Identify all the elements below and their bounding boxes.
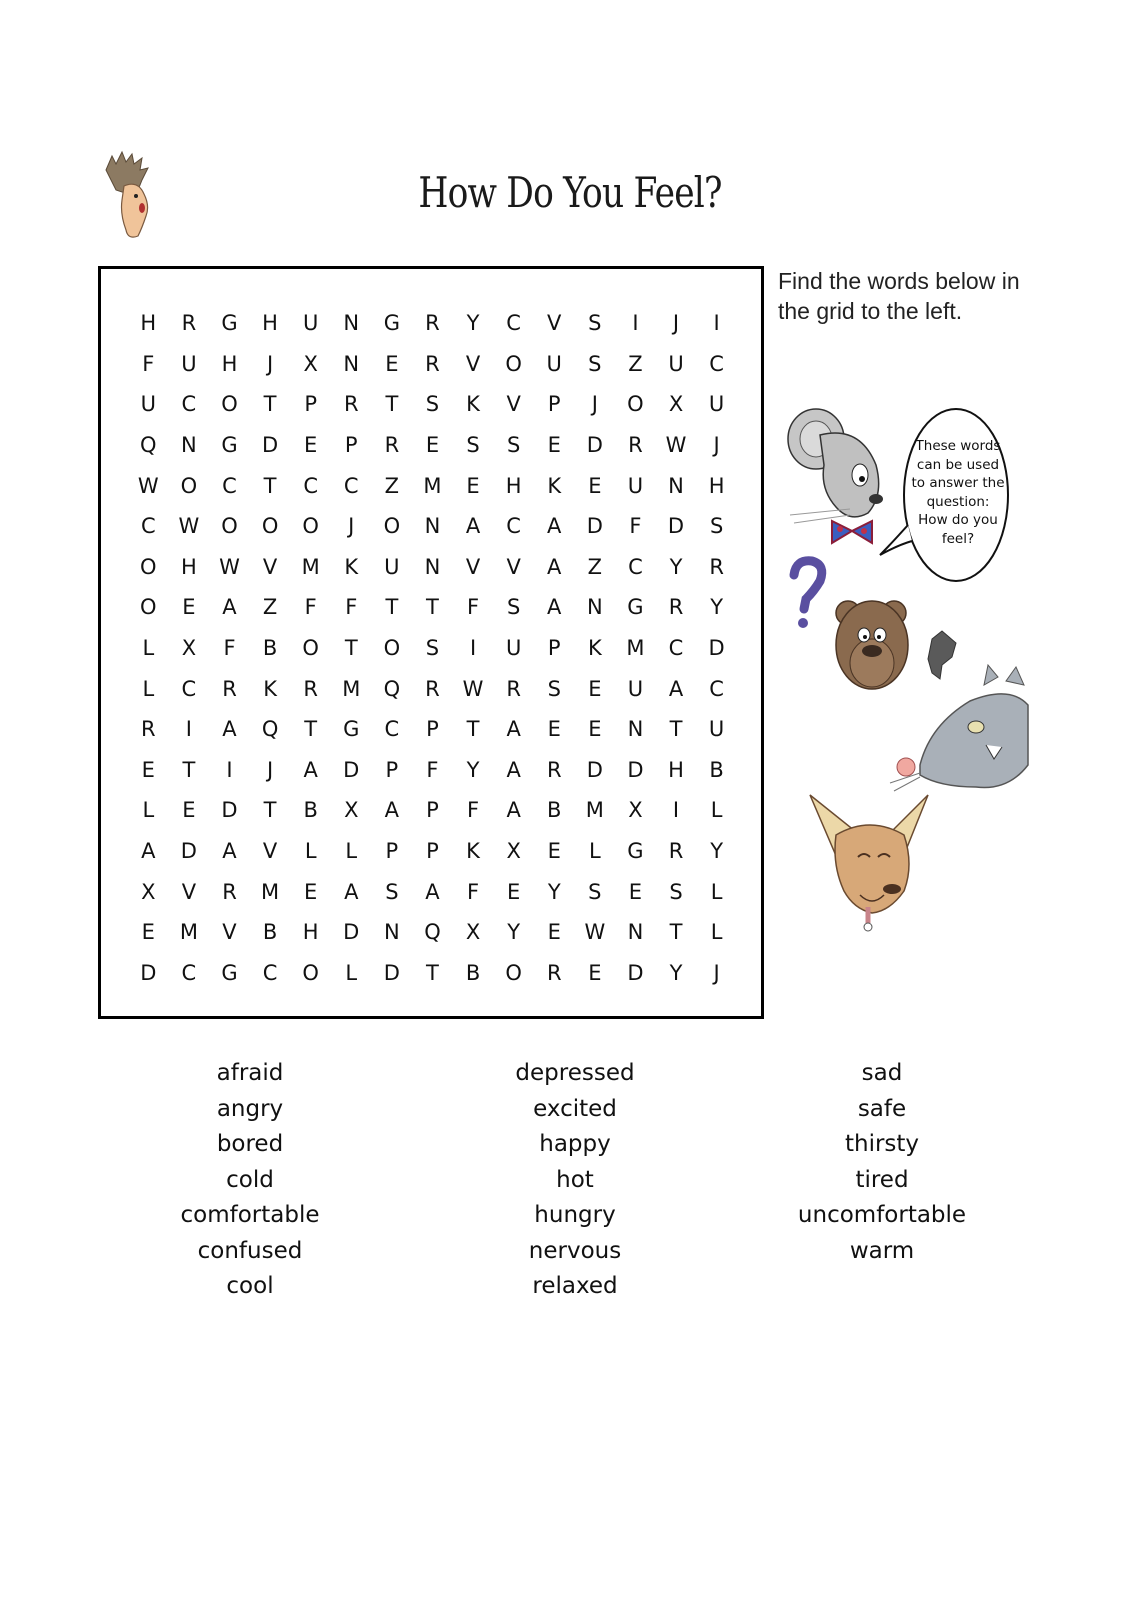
grid-cell[interactable]: Z [262,595,278,620]
grid-cell[interactable]: J [266,757,274,782]
grid-cell[interactable]: N [424,554,441,579]
grid-cell[interactable]: S [669,879,683,904]
grid-cell[interactable]: Y [547,879,561,904]
grid-cell[interactable]: L [345,839,358,864]
grid-cell[interactable]: U [627,473,644,498]
grid-cell[interactable]: A [303,757,318,782]
grid-cell[interactable]: C [303,473,318,498]
grid-cell[interactable]: Z [587,554,603,579]
grid-cell[interactable]: E [385,351,399,376]
word-item: angry [216,1095,284,1122]
grid-cell[interactable]: E [588,960,602,985]
grid-cell[interactable]: W [462,676,484,701]
grid-cell[interactable]: C [181,676,197,701]
word-item: confused [197,1237,303,1264]
grid-cell[interactable]: T [385,392,399,417]
grid-cell[interactable]: D [140,960,157,985]
grid-cell[interactable]: O [140,554,157,579]
grid-cell[interactable]: T [263,798,277,823]
word-search-grid [98,266,764,1019]
grid-cell[interactable]: Y [710,595,724,620]
grid-cell[interactable]: H [140,311,157,336]
grid-cell[interactable]: S [709,514,724,539]
grid-cell[interactable]: Z [384,473,400,498]
grid-cell[interactable]: U [140,392,156,417]
grid-cell[interactable]: T [304,717,318,742]
grid-cell[interactable]: A [222,839,237,864]
grid-cell[interactable]: C [668,636,684,661]
happy-dog-icon [810,795,928,931]
grid-cell[interactable]: O [383,514,401,539]
grid-cell[interactable]: P [304,392,317,417]
grid-cell[interactable]: C [262,960,278,985]
grid-cell[interactable]: M [626,636,645,661]
grid-cell[interactable]: O [221,514,238,539]
grid-cell[interactable]: N [384,920,400,945]
word-item: excited [533,1095,617,1122]
grid-cell[interactable]: R [506,676,521,701]
word-list-column-1 [120,1056,380,1305]
grid-cell[interactable]: O [261,514,279,539]
grid-cell[interactable]: G [221,960,238,985]
bear-head-icon [836,601,908,689]
grid-cell[interactable]: E [425,433,440,458]
grid-cell[interactable]: K [344,554,359,579]
grid-cell[interactable]: B [262,920,278,945]
grid-cell[interactable]: B [547,798,562,823]
grid-cell[interactable]: O [505,351,522,376]
word-item: happy [539,1131,611,1157]
grid-cell[interactable]: Z [628,351,643,376]
grid-cell[interactable]: T [344,636,358,661]
word-item: cold [226,1166,274,1193]
grid-cell[interactable]: C [506,514,521,539]
instructions-text: Find the words below in the grid to the left. [778,268,1020,324]
grid-cell[interactable]: I [632,311,639,336]
grid-cell[interactable]: E [466,473,480,498]
grid-cell[interactable]: H [505,473,522,498]
grid-cell[interactable]: E [507,879,521,904]
grid-cell[interactable]: V [222,920,237,945]
grid-cell[interactable]: D [708,636,725,661]
grid-cell[interactable]: W [584,920,606,945]
grid-cell[interactable]: P [344,433,358,458]
grid-cell[interactable]: K [587,636,602,661]
grid-cell[interactable]: F [304,595,317,620]
illustrations [780,395,1030,935]
grid-cell[interactable]: M [301,554,320,579]
grid-cell[interactable]: G [221,311,238,336]
grid-cell[interactable]: U [181,351,197,376]
grid-cell[interactable]: F [345,595,358,620]
grid-cell[interactable]: K [547,473,562,498]
grid-cell[interactable]: R [181,311,197,336]
grid-cell[interactable]: P [547,392,561,417]
grid-cell[interactable]: Q [140,433,157,458]
grid-cell[interactable]: O [302,960,319,985]
grid-cell[interactable]: A [506,717,521,742]
grid-cell[interactable]: D [586,514,603,539]
word-item: sad [861,1060,903,1086]
grid-cell[interactable]: V [465,351,481,376]
grid-cell[interactable]: X [506,839,521,864]
grid-cell[interactable]: B [465,960,481,985]
grid-cell[interactable]: F [223,636,236,661]
grid-cell[interactable]: O [140,595,157,620]
grid-cell[interactable]: E [588,473,602,498]
grid-cell[interactable]: T [385,595,399,620]
grid-cell[interactable]: F [467,595,480,620]
grid-cell[interactable]: J [672,311,680,336]
grid-cell[interactable]: H [180,554,197,579]
word-item: cool [226,1273,274,1299]
grid-cell[interactable]: W [137,473,159,498]
word-item: safe [857,1095,907,1122]
angry-rat-icon [890,665,1028,791]
grid-cell[interactable]: C [343,473,359,498]
grid-cell[interactable]: F [142,351,155,376]
grid-cell[interactable]: M [423,473,442,498]
grid-cell[interactable]: E [182,595,196,620]
grid-cell[interactable]: H [262,311,278,336]
grid-cell[interactable]: A [344,879,359,904]
grid-cell[interactable]: W [178,514,200,539]
grid-cell[interactable]: C [506,311,521,336]
grid-cell[interactable]: E [182,798,196,823]
grid-cell[interactable]: J [266,351,274,376]
grid-cell[interactable]: P [426,798,439,823]
grid-cell[interactable]: A [384,798,400,823]
grid-cell[interactable]: Y [669,554,683,579]
grid-cell[interactable]: T [426,595,439,620]
grid-cell[interactable]: V [547,311,562,336]
grid-cell[interactable]: A [465,514,481,539]
grid-cell[interactable]: A [222,595,237,620]
grid-cell[interactable]: K [466,839,480,864]
grid-cell[interactable]: C [709,676,724,701]
grid-cell[interactable]: A [668,676,684,701]
grid-cell[interactable]: D [180,839,197,864]
grid-cell[interactable]: M [261,879,280,904]
grid-cell[interactable]: G [627,839,644,864]
word-item: bored [216,1131,284,1157]
grid-cell[interactable]: P [547,636,561,661]
grid-cell[interactable]: D [221,798,238,823]
grid-cell[interactable]: X [141,879,156,904]
grid-cell[interactable]: P [426,839,439,864]
grid-cell[interactable]: R [709,554,724,579]
grid-cell[interactable]: T [263,473,277,498]
grid-cell[interactable]: Y [710,839,724,864]
grid-cell[interactable]: R [628,433,643,458]
grid-cell[interactable]: I [185,717,192,742]
grid-cell[interactable]: W [665,433,687,458]
grid-cell[interactable]: D [667,514,685,539]
grid-cell[interactable]: X [668,392,684,417]
grid-cell[interactable]: D [343,757,360,782]
grid-cell[interactable]: X [181,636,197,661]
grid-cell[interactable]: D [627,960,644,985]
grid-cell[interactable]: N [627,717,644,742]
smoke-puff-icon [928,631,956,679]
grid-cell[interactable]: S [506,433,521,458]
grid-cell[interactable]: J [348,514,355,539]
word-item: nervous [528,1237,622,1264]
grid-cell[interactable]: Y [466,311,480,336]
grid-cell[interactable]: L [710,798,723,823]
grid-cell[interactable]: R [303,676,318,701]
grid-cell[interactable]: I [672,798,680,823]
grid-cell[interactable]: M [342,676,361,701]
grid-cell[interactable]: Y [507,920,521,945]
grid-cell[interactable]: V [506,392,521,417]
grid-cell[interactable]: W [219,554,240,579]
grid-cell[interactable]: Y [669,960,683,985]
grid-cell[interactable]: N [181,433,197,458]
grid-cell[interactable]: C [181,392,197,417]
grid-cell[interactable]: A [506,757,521,782]
word-item: thirsty [844,1131,920,1157]
grid-cell[interactable]: L [142,676,155,701]
grid-cell[interactable]: V [262,554,278,579]
grid-cell[interactable]: E [547,920,561,945]
word-item: tired [855,1166,909,1193]
word-list-column-2 [445,1056,705,1305]
grid-cell[interactable]: N [586,595,603,620]
grid-cell[interactable]: E [547,717,561,742]
grid-cell[interactable]: E [628,879,643,904]
grid-cell[interactable]: D [261,433,279,458]
grid-cell[interactable]: E [304,879,318,904]
grid-cell[interactable]: U [627,676,644,701]
word-item: uncomfortable [797,1202,967,1228]
grid-letters [128,303,737,993]
grid-cell[interactable]: T [466,717,480,742]
grid-cell[interactable]: R [222,879,237,904]
grid-cell[interactable]: C [709,351,724,376]
grid-cell[interactable]: Q [424,920,441,945]
grid-cell[interactable]: C [140,514,156,539]
grid-cell[interactable]: G [383,311,400,336]
grid-cell[interactable]: O [302,636,319,661]
grid-cell[interactable]: L [710,920,723,945]
grid-cell[interactable]: H [708,473,725,498]
grid-cell[interactable]: L [304,839,317,864]
grid-cell[interactable]: A [425,879,440,904]
grid-cell[interactable]: X [628,798,643,823]
grid-cell[interactable]: S [385,879,399,904]
grid-cell[interactable]: P [426,717,439,742]
grid-cell[interactable]: L [142,798,155,823]
grid-cell[interactable]: I [713,311,720,336]
grid-cell[interactable]: V [181,879,197,904]
grid-cell[interactable]: U [708,717,725,742]
grid-cell[interactable]: X [344,798,359,823]
grid-cell[interactable]: Y [466,757,480,782]
grid-cell[interactable]: R [425,676,440,701]
mouse-with-bowtie-icon [788,409,883,543]
grid-cell[interactable]: P [385,839,399,864]
speech-bubble-text: These words can be used to answer the question: How do you feel? [911,438,1005,547]
grid-cell[interactable]: D [383,960,400,985]
grid-cell[interactable]: U [668,351,684,376]
grid-cell[interactable]: S [547,676,561,701]
grid-cell[interactable]: F [467,798,480,823]
grid-cell[interactable]: S [588,879,602,904]
grid-cell[interactable]: E [141,920,155,945]
grid-cell[interactable]: N [668,473,684,498]
grid-cell[interactable]: J [713,433,720,458]
grid-cell[interactable]: J [591,392,598,417]
grid-cell[interactable]: M [585,798,604,823]
grid-cell[interactable]: C [181,960,197,985]
grid-cell[interactable]: C [222,473,237,498]
grid-cell[interactable]: R [384,433,400,458]
grid-cell[interactable]: D [627,757,644,782]
grid-cell[interactable]: V [465,554,481,579]
grid-cell[interactable]: S [588,351,602,376]
grid-cell[interactable]: H [302,920,319,945]
grid-cell[interactable]: L [710,879,723,904]
grid-cell[interactable]: U [384,554,400,579]
grid-cell[interactable]: V [262,839,278,864]
grid-cell[interactable]: P [385,757,399,782]
grid-cell[interactable]: O [302,514,319,539]
grid-cell[interactable]: U [708,392,725,417]
word-item: comfortable [180,1202,320,1228]
grid-cell[interactable]: N [424,514,441,539]
grid-cell[interactable]: O [627,392,644,417]
grid-cell[interactable]: T [426,960,439,985]
grid-cell[interactable]: E [588,717,602,742]
grid-cell[interactable]: R [343,392,359,417]
grid-cell[interactable]: C [628,554,643,579]
grid-cell[interactable]: R [546,757,562,782]
grid-cell[interactable]: R [222,676,237,701]
grid-cell[interactable]: A [547,514,562,539]
grid-cell[interactable]: A [222,717,237,742]
word-item: depressed [515,1060,635,1086]
grid-cell[interactable]: L [345,960,358,985]
grid-cell[interactable]: L [142,636,155,661]
grid-cell[interactable]: R [425,311,440,336]
grid-cell[interactable]: H [221,351,238,376]
grid-cell[interactable]: S [425,636,440,661]
grid-cell[interactable]: S [466,433,480,458]
grid-cell[interactable]: E [588,676,602,701]
grid-cell[interactable]: T [182,757,196,782]
grid-cell[interactable]: D [586,757,603,782]
grid-cell[interactable]: V [506,554,521,579]
grid-cell[interactable]: R [141,717,156,742]
grid-cell[interactable]: O [505,960,522,985]
grid-cell[interactable]: I [469,636,477,661]
grid-cell[interactable]: X [303,351,318,376]
word-item: hot [556,1166,594,1193]
grid-cell[interactable]: R [546,960,562,985]
grid-cell[interactable]: R [425,351,440,376]
grid-cell[interactable]: N [343,351,360,376]
grid-cell[interactable]: N [627,920,644,945]
grid-cell[interactable]: S [506,595,521,620]
word-item: afraid [216,1060,284,1086]
grid-cell[interactable]: T [263,392,277,417]
word-item: warm [849,1237,915,1264]
grid-cell[interactable]: E [141,757,155,782]
grid-cell[interactable]: R [668,839,684,864]
grid-cell[interactable]: A [547,595,562,620]
grid-cell[interactable]: B [303,798,318,823]
grid-cell[interactable]: U [302,311,319,336]
grid-cell[interactable]: K [466,392,480,417]
grid-cell[interactable]: E [547,839,561,864]
grid-cell[interactable]: N [343,311,360,336]
grid-cell[interactable]: L [588,839,601,864]
grid-cell[interactable]: F [467,879,480,904]
grid-cell[interactable]: F [426,757,439,782]
grid-cell[interactable]: M [179,920,198,945]
grid-cell[interactable]: E [304,433,318,458]
grid-cell[interactable]: B [709,757,724,782]
grid-cell[interactable]: G [221,433,238,458]
grid-cell[interactable]: J [713,960,720,985]
word-list-column-3 [752,1056,1012,1269]
grid-cell[interactable]: O [221,392,238,417]
grid-cell[interactable]: D [343,920,360,945]
grid-cell[interactable]: X [465,920,481,945]
question-mark-icon [794,561,822,628]
grid-cell[interactable]: I [226,757,233,782]
grid-cell[interactable]: O [383,636,401,661]
grid-cell[interactable]: A [547,554,562,579]
grid-cell[interactable]: Q [383,676,401,701]
grid-cell[interactable]: O [180,473,198,498]
grid-cell[interactable]: F [629,514,642,539]
grid-cell[interactable]: K [263,676,277,701]
grid-cell[interactable]: S [425,392,440,417]
grid-cell[interactable]: U [546,351,562,376]
word-item: relaxed [532,1273,618,1299]
word-item: hungry [534,1202,616,1228]
grid-cell[interactable]: C [384,717,400,742]
boy-head-icon [98,150,164,242]
grid-cell[interactable]: D [586,433,603,458]
grid-cell[interactable]: Q [261,717,279,742]
grid-cell[interactable]: R [668,595,684,620]
grid-cell[interactable]: E [547,433,561,458]
grid-cell[interactable]: T [669,920,683,945]
grid-cell[interactable]: T [669,717,683,742]
grid-cell[interactable]: A [141,839,156,864]
grid-cell[interactable]: B [262,636,278,661]
grid-cell[interactable]: A [506,798,521,823]
grid-cell[interactable]: G [343,717,360,742]
grid-cell[interactable]: S [588,311,602,336]
grid-cell[interactable]: U [505,636,522,661]
page-title: How Do You Feel? [418,168,722,217]
grid-cell[interactable]: G [627,595,644,620]
grid-cell[interactable]: H [668,757,684,782]
